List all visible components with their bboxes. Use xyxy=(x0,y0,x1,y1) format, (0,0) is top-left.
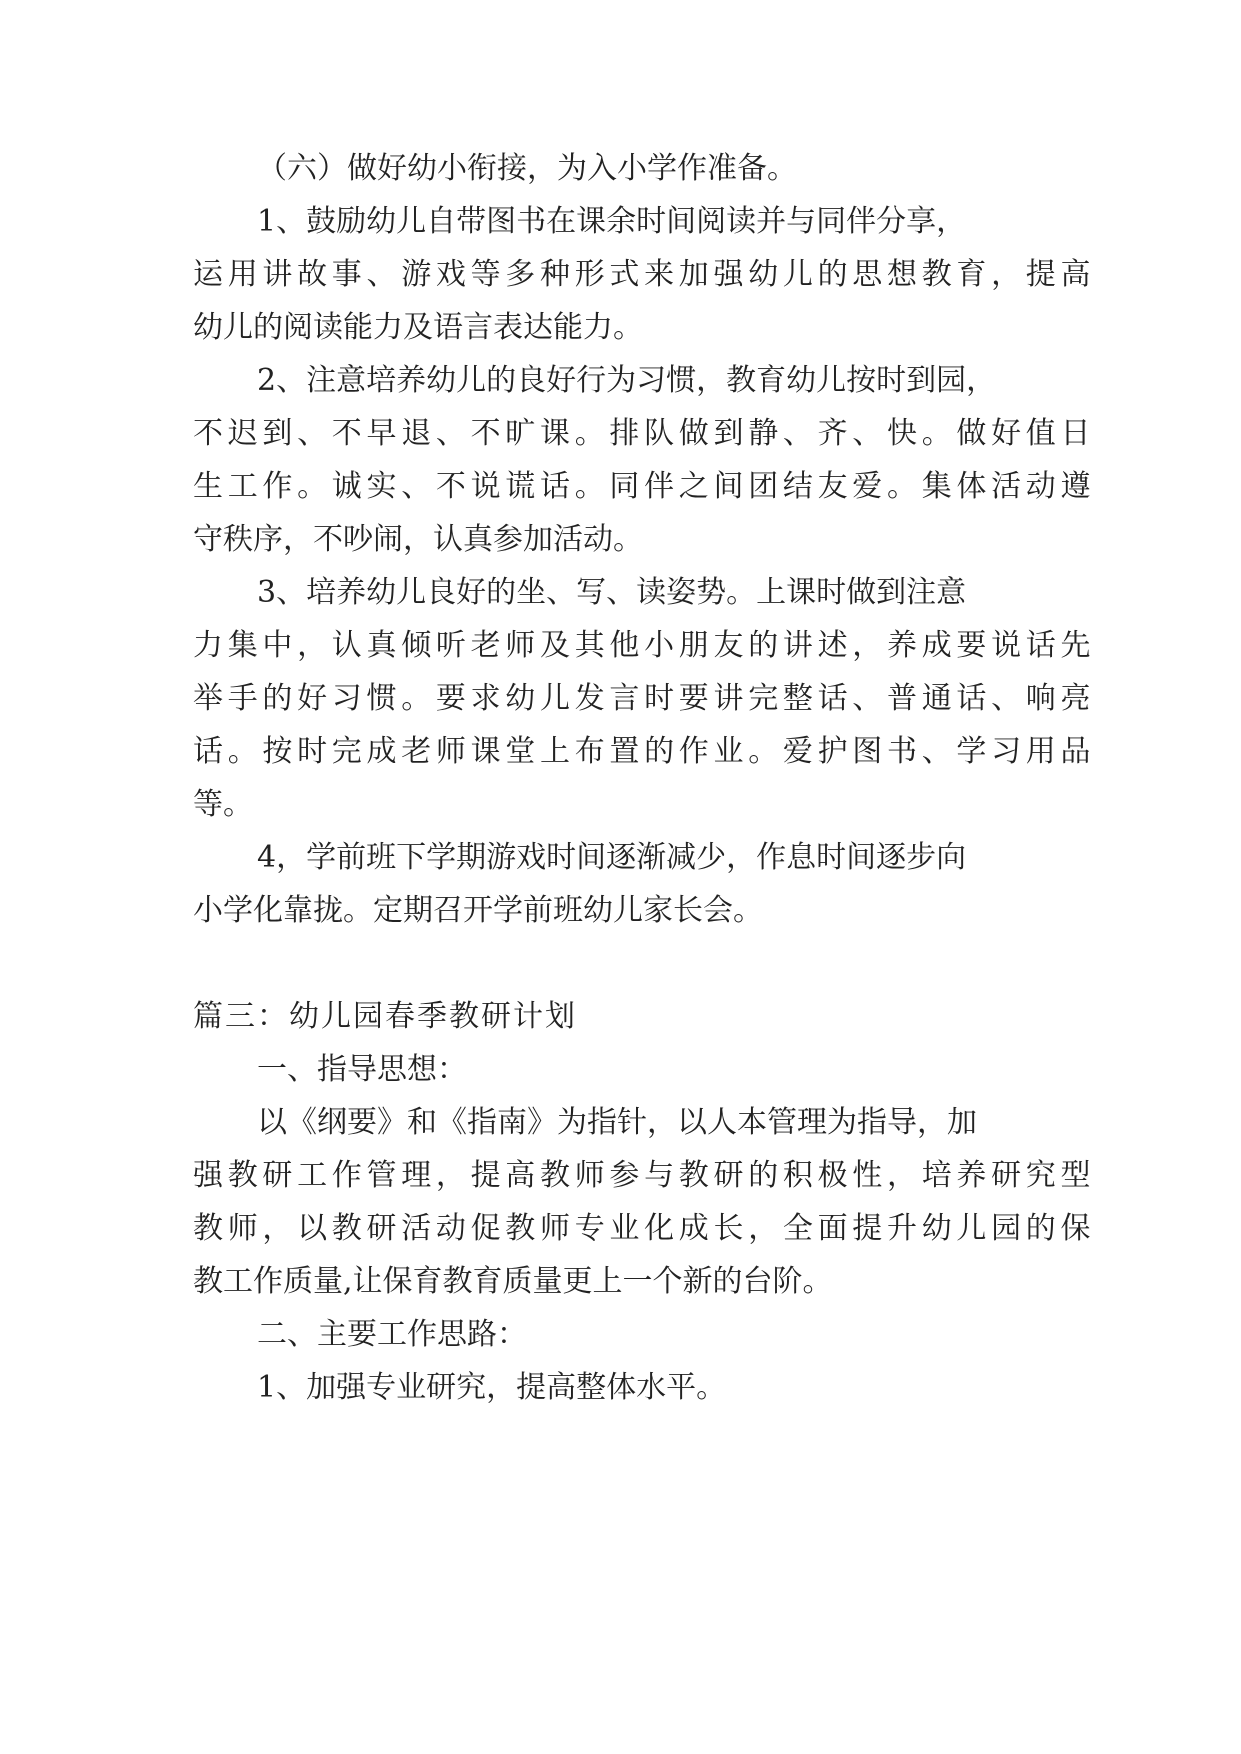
paragraph-line: 运用讲故事、游戏等多种形式来加强幼儿的思想教育，提高 xyxy=(193,257,1096,292)
paragraph-line: 不迟到、不早退、不旷课。排队做到静、齐、快。做好值日 xyxy=(193,416,1096,451)
paragraph-line: 2、注意培养幼儿的良好行为习惯，教育幼儿按时到园， xyxy=(257,363,997,398)
paragraph-line: 守秩序，不吵闹，认真参加活动。 xyxy=(193,522,643,557)
paragraph-line: 幼儿的阅读能力及语言表达能力。 xyxy=(193,310,643,345)
paragraph-line: 等。 xyxy=(193,787,253,822)
paragraph-line: 教工作质量,让保育教育质量更上一个新的台阶。 xyxy=(193,1264,833,1299)
paragraph-line: 力集中，认真倾听老师及其他小朋友的讲述，养成要说话先 xyxy=(193,628,1096,663)
paragraph-line: 4，学前班下学期游戏时间逐渐减少，作息时间逐步向 xyxy=(257,840,967,875)
section-heading: 一、指导思想： xyxy=(257,1052,467,1087)
paragraph-line: 强教研工作管理，提高教师参与教研的积极性，培养研究型 xyxy=(193,1158,1096,1193)
paragraph-line: 教师，以教研活动促教师专业化成长，全面提升幼儿园的保 xyxy=(193,1211,1096,1246)
paragraph-line: 小学化靠拢。定期召开学前班幼儿家长会。 xyxy=(193,893,763,928)
paragraph-line: 生工作。诚实、不说谎话。同伴之间团结友爱。集体活动遵 xyxy=(193,469,1096,504)
article-title: 篇三：幼儿园春季教研计划 xyxy=(193,999,577,1034)
section-heading: 二、主要工作思路： xyxy=(257,1317,527,1352)
paragraph-line: 1、鼓励幼儿自带图书在课余时间阅读并与同伴分享， xyxy=(257,204,967,239)
paragraph-line: 举手的好习惯。要求幼儿发言时要讲完整话、普通话、响亮 xyxy=(193,681,1096,716)
paragraph-line: 1、加强专业研究，提高整体水平。 xyxy=(257,1370,727,1405)
paragraph-line: 话。按时完成老师课堂上布置的作业。爱护图书、学习用品 xyxy=(193,734,1096,769)
paragraph-line: 以《纲要》和《指南》为指针，以人本管理为指导，加 xyxy=(257,1105,977,1140)
paragraph-line: 3、培养幼儿良好的坐、写、读姿势。上课时做到注意 xyxy=(257,575,967,610)
section-heading: （六）做好幼小衔接，为入小学作准备。 xyxy=(257,151,797,186)
